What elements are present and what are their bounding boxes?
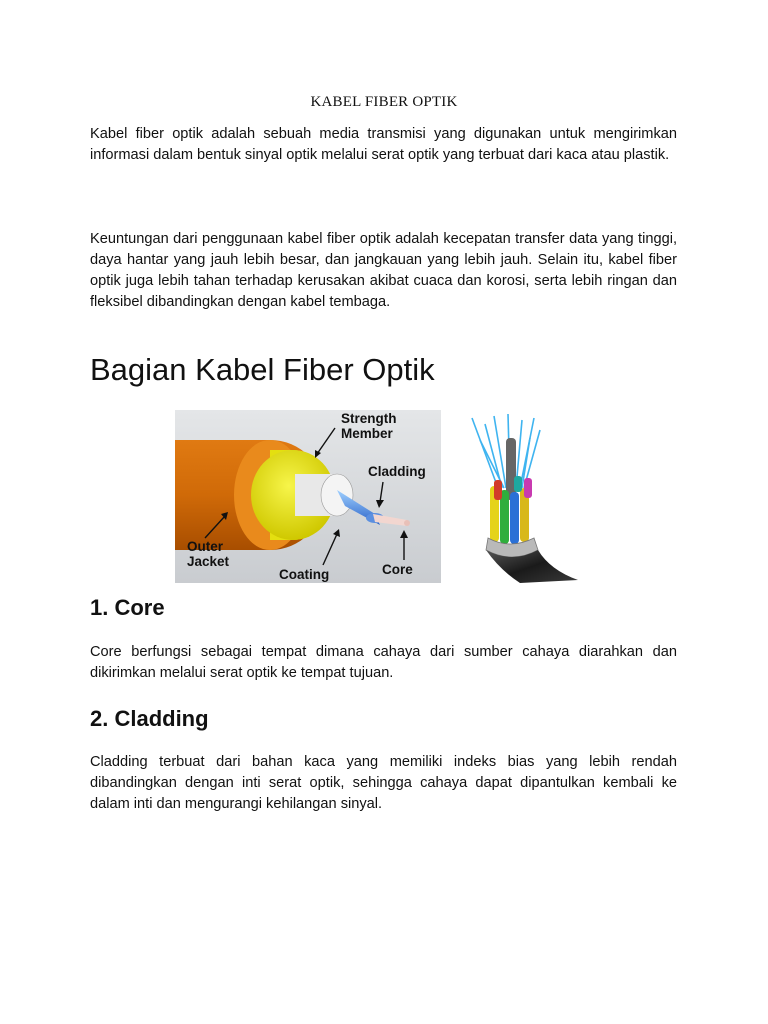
fiber-layers-diagram — [175, 410, 441, 583]
document-title: KABEL FIBER OPTIK — [310, 94, 458, 110]
intro-paragraph: Kabel fiber optik adalah sebuah media transmisi yang digunakan untuk mengirimkan informasi dalam bentuk sinyal optik melalui serat optik yang terbuat dari kaca atau plastik. — [90, 126, 677, 163]
core-end — [404, 520, 410, 526]
coating-end — [321, 474, 353, 516]
label-strength-member-2: Member — [341, 426, 393, 441]
label-coating: Coating — [279, 567, 330, 582]
core-heading: 1. Core — [90, 595, 165, 620]
tube-red — [494, 480, 502, 500]
label-core: Core — [382, 562, 413, 577]
tube-purple — [524, 478, 532, 498]
label-outer-jacket-2: Jacket — [187, 554, 230, 569]
benefit-paragraph: Keuntungan dari penggunaan kabel fiber optik adalah kecepatan transfer data yang tinggi, daya hantar yang jauh lebih besar, dan jangkauan yang lebih jauh. Selain itu, kabel fiber optik juga lebih tahan terhadap kerusakan akibat cuaca dan korosi, serta lebih ringan dan fleksibel dibandingkan dengan kabel tembaga. — [90, 231, 677, 310]
core-paragraph: Core berfungsi sebagai tempat dimana cahaya dari sumber cahaya diarahkan dan dikirimkan melalui serat optik ke tempat tujuan. — [90, 644, 677, 681]
fiber-cable-illustration — [460, 410, 585, 583]
cladding-paragraph: Cladding terbuat dari bahan kaca yang memiliki indeks bias yang lebih rendah dibandingkan dengan inti serat optik, sehingga cahaya dapat dipantulkan kembali ke dalam inti dan mengurangi kehilangan sinyal. — [90, 754, 677, 812]
label-cladding: Cladding — [368, 464, 426, 479]
section-heading: Bagian Kabel Fiber Optik — [90, 352, 435, 387]
tube-teal — [514, 476, 522, 492]
tube-blue — [510, 492, 519, 544]
label-strength-member-1: Strength — [341, 411, 397, 426]
central-rod — [506, 438, 516, 500]
label-outer-jacket-1: Outer — [187, 539, 224, 554]
cladding-heading: 2. Cladding — [90, 706, 209, 731]
